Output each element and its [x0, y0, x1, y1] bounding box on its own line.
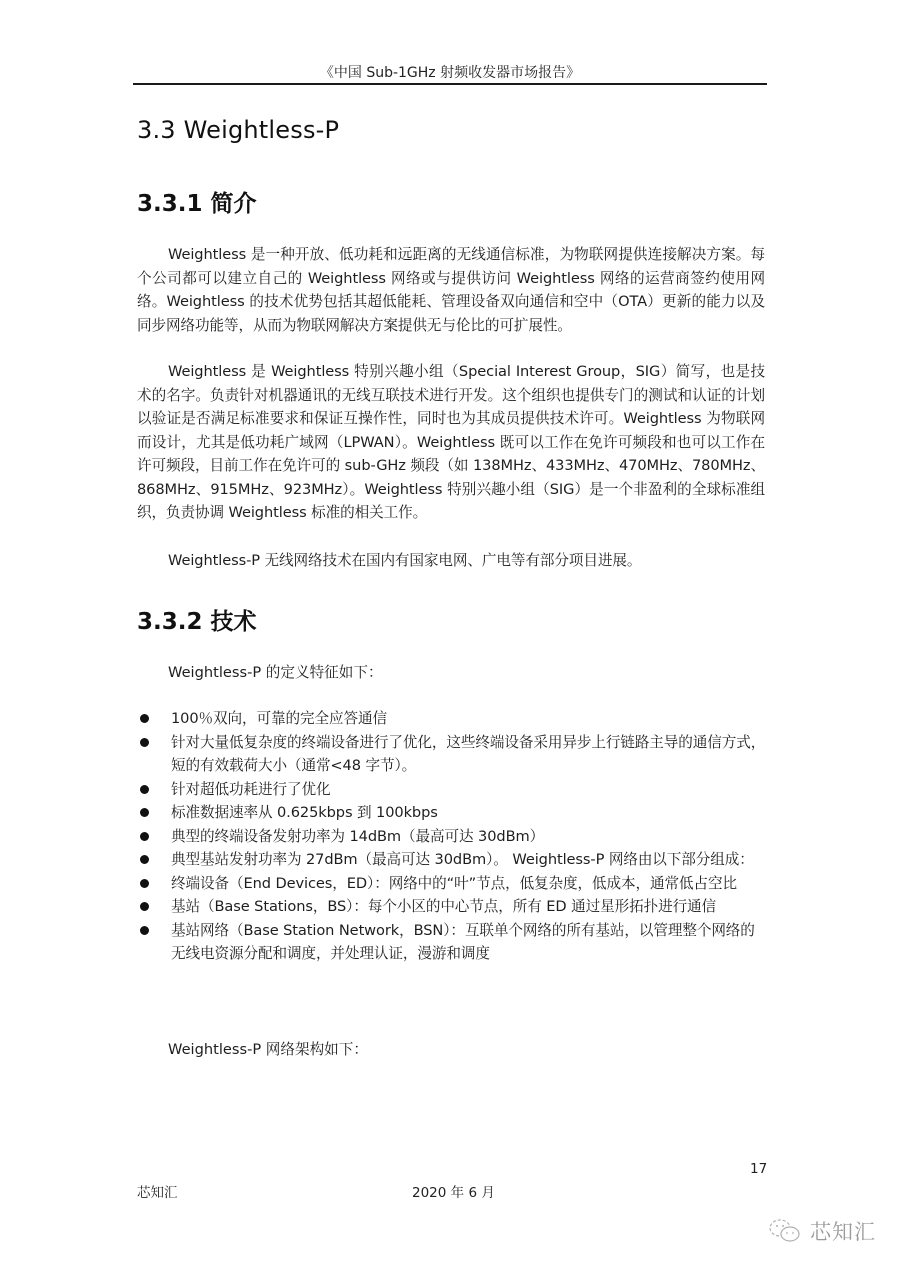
bullet-icon [140, 855, 149, 864]
footer-date: 2020 年 6 月 [412, 1185, 495, 1201]
list-item-text: 基站（Base Stations，BS）：每个小区的中心节点，所有 ED 通过星形拓扑进行通信 [171, 898, 717, 915]
subsection-title-tech: 3.3.2 技术 [137, 609, 257, 635]
list-item-text: 典型基站发射功率为 27dBm（最高可达 30dBm）。 Weightless-P 网络由以下部分组成： [171, 851, 754, 868]
bullet-icon [140, 808, 149, 817]
list-item-text: 典型的终端设备发射功率为 14dBm（最高可达 30dBm） [171, 827, 545, 845]
feature-list [137, 707, 767, 966]
bullet-icon [140, 832, 149, 841]
list-item [137, 731, 767, 778]
bullet-icon [140, 879, 149, 888]
list-item [137, 707, 767, 731]
list-item-text: 针对大量低复杂度的终端设备进行了优化，这些终端设备采用异步上行链路主导的通信方式，短的有效载荷大小（通常<48 字节）。 [171, 733, 766, 774]
watermark-text: 芯知汇 [810, 1220, 876, 1244]
bullet-icon [140, 902, 149, 911]
list-item-text: 标准数据速率从 0.625kbps 到 100kbps [171, 804, 438, 821]
running-header-title: 《中国 Sub-1GHz 射频收发器市场报告》 [319, 65, 581, 81]
architecture-intro: Weightless-P 网络架构如下： [168, 1041, 368, 1058]
list-item [137, 872, 767, 896]
paragraph-intro-3: Weightless-P 无线网络技术在国内有国家电网、广电等有部分项目进展。 [168, 552, 642, 569]
list-item [137, 919, 767, 966]
features-intro: Weightless-P 的定义特征如下： [168, 664, 383, 681]
bullet-icon [140, 785, 149, 794]
page-number: 17 [750, 1161, 768, 1177]
footer-publisher: 芯知汇 [137, 1185, 178, 1201]
list-item [137, 778, 767, 802]
list-item [137, 825, 767, 849]
list-item [137, 801, 767, 825]
bullet-icon [140, 714, 149, 723]
paragraph-intro-2: Weightless 是 Weightless 特别兴趣小组（Special Interest Group，SIG）简写，也是技术的名字。负责针对机器通讯的无线互联技术进行开发。这个组织也提供专门的测试和认证的计划以验证是否满足标准要求和保证互操作性，同时也为其成员提供技术许可。Weightless 为物联网而设计，尤其是低功耗广域网（LPWAN）。Weightless 既可以工作在免许可频段和也可以工作在许可频段，目前工作在免许可的 sub-GHz 频段（如 138MHz、433MHz、470MHz、780MHz、868MHz、915MHz、923MHz）。Weightless 特别兴趣小组（SIG）是一个非盈利的全球标准组织，负责协调 Weightless 标准的相关工作。 [137, 363, 765, 521]
list-item [137, 848, 767, 872]
bullet-icon [140, 738, 149, 747]
wechat-icon [768, 1218, 802, 1244]
watermark [768, 1216, 876, 1246]
subsection-title-intro: 3.3.1 简介 [137, 191, 257, 217]
list-item-text: 基站网络（Base Station Network，BSN）：互联单个网络的所有基站，以管理整个网络的无线电资源分配和调度，并处理认证，漫游和调度 [171, 921, 755, 962]
header-divider [133, 83, 767, 85]
section-title: 3.3 Weightless-P [137, 116, 340, 144]
list-item-text: 100％双向，可靠的完全应答通信 [171, 710, 387, 727]
bullet-icon [140, 926, 149, 935]
list-item-text: 针对超低功耗进行了优化 [171, 780, 331, 798]
list-item [137, 895, 767, 919]
list-item-text: 终端设备（End Devices，ED）：网络中的“叶”节点，低复杂度，低成本，通常低占空比 [171, 874, 737, 892]
paragraph-intro-1: Weightless 是一种开放、低功耗和远距离的无线通信标准，为物联网提供连接解决方案。每个公司都可以建立自己的 Weightless 网络或与提供访问 Weightless 网络的运营商签约使用网络。Weightless 的技术优势包括其超低能耗、管理设备双向通信和空中（OTA）更新的能力以及同步网络功能等，从而为物联网解决方案提供无与伦比的可扩展性。 [137, 246, 765, 334]
